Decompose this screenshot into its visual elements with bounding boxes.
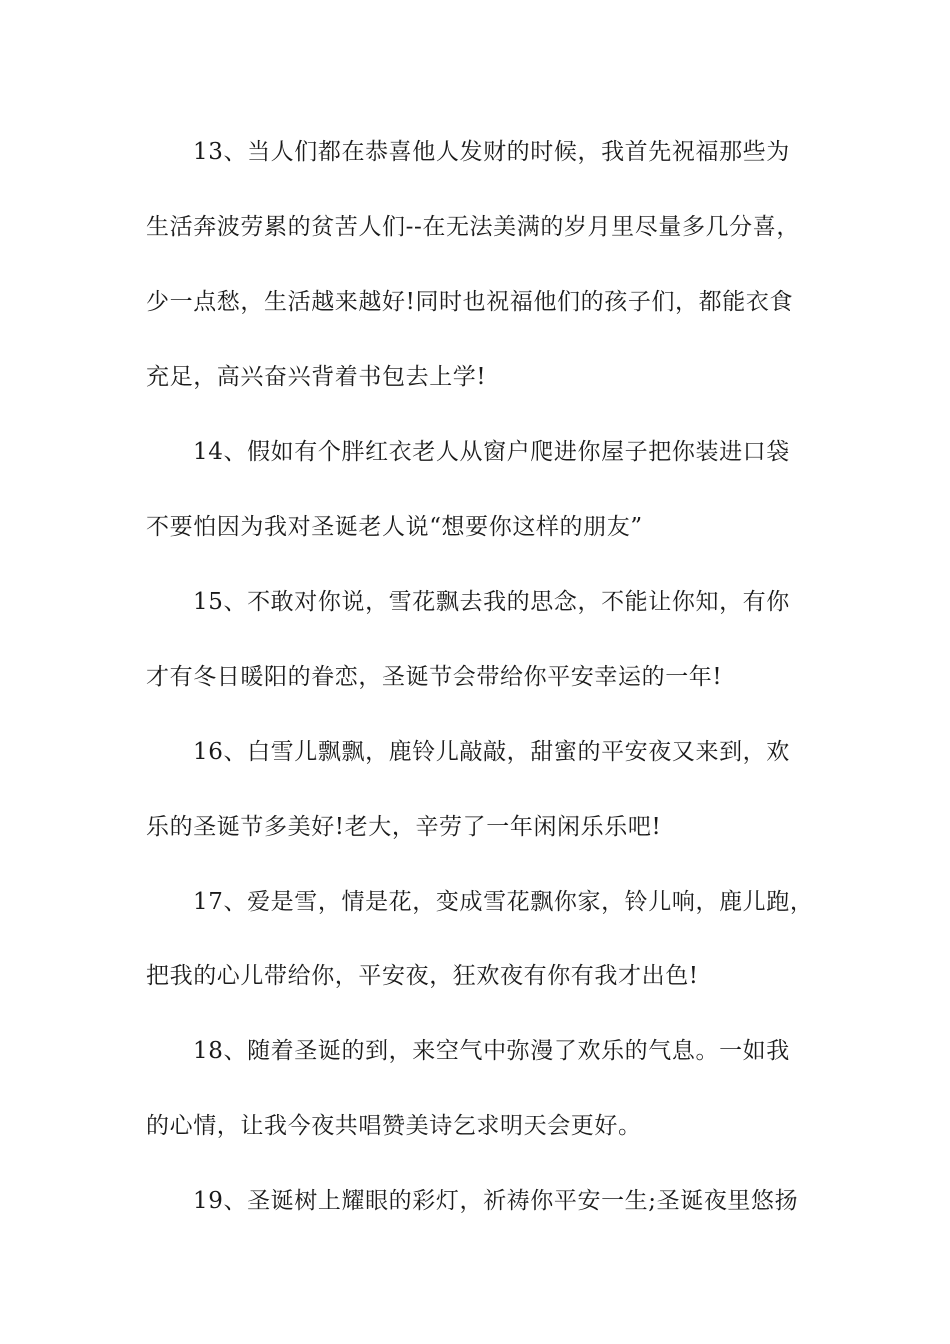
paragraph-17-line-1: 17、爱是雪，情是花，变成雪花飘你家，铃儿响，鹿儿跑， — [193, 889, 814, 915]
paragraph-18-line-1: 18、随着圣诞的到，来空气中弥漫了欢乐的气息。一如我 — [193, 1038, 790, 1064]
paragraph-19-line-1: 19、圣诞树上耀眼的彩灯，祈祷你平安一生;圣诞夜里悠扬 — [193, 1188, 799, 1214]
paragraph-13-line-4: 充足，高兴奋兴背着书包去上学! — [146, 364, 487, 390]
paragraph-14-line-1: 14、假如有个胖红衣老人从窗户爬进你屋子把你装进口袋 — [193, 439, 790, 465]
paragraph-17-line-2: 把我的心儿带给你，平安夜，狂欢夜有你有我才出色! — [146, 963, 699, 989]
paragraph-14-line-2: 不要怕因为我对圣诞老人说“想要你这样的朋友” — [146, 514, 643, 540]
paragraph-18-line-2: 的心情，让我今夜共唱赞美诗乞求明天会更好。 — [146, 1113, 642, 1139]
paragraph-16-line-2: 乐的圣诞节多美好!老大，辛劳了一年闲闲乐乐吧! — [146, 814, 662, 840]
paragraph-15-line-1: 15、不敢对你说，雪花飘去我的思念，不能让你知，有你 — [193, 589, 790, 615]
paragraph-13-line-2: 生活奔波劳累的贫苦人们--在无法美满的岁月里尽量多几分喜， — [146, 214, 800, 240]
paragraph-13-line-1: 13、当人们都在恭喜他人发财的时候，我首先祝福那些为 — [193, 139, 790, 165]
paragraph-16-line-1: 16、白雪儿飘飘，鹿铃儿敲敲，甜蜜的平安夜又来到，欢 — [193, 739, 790, 765]
paragraph-13-line-3: 少一点愁，生活越来越好!同时也祝福他们的孩子们，都能衣食 — [146, 289, 794, 315]
paragraph-15-line-2: 才有冬日暖阳的眷恋，圣诞节会带给你平安幸运的一年! — [146, 664, 723, 690]
